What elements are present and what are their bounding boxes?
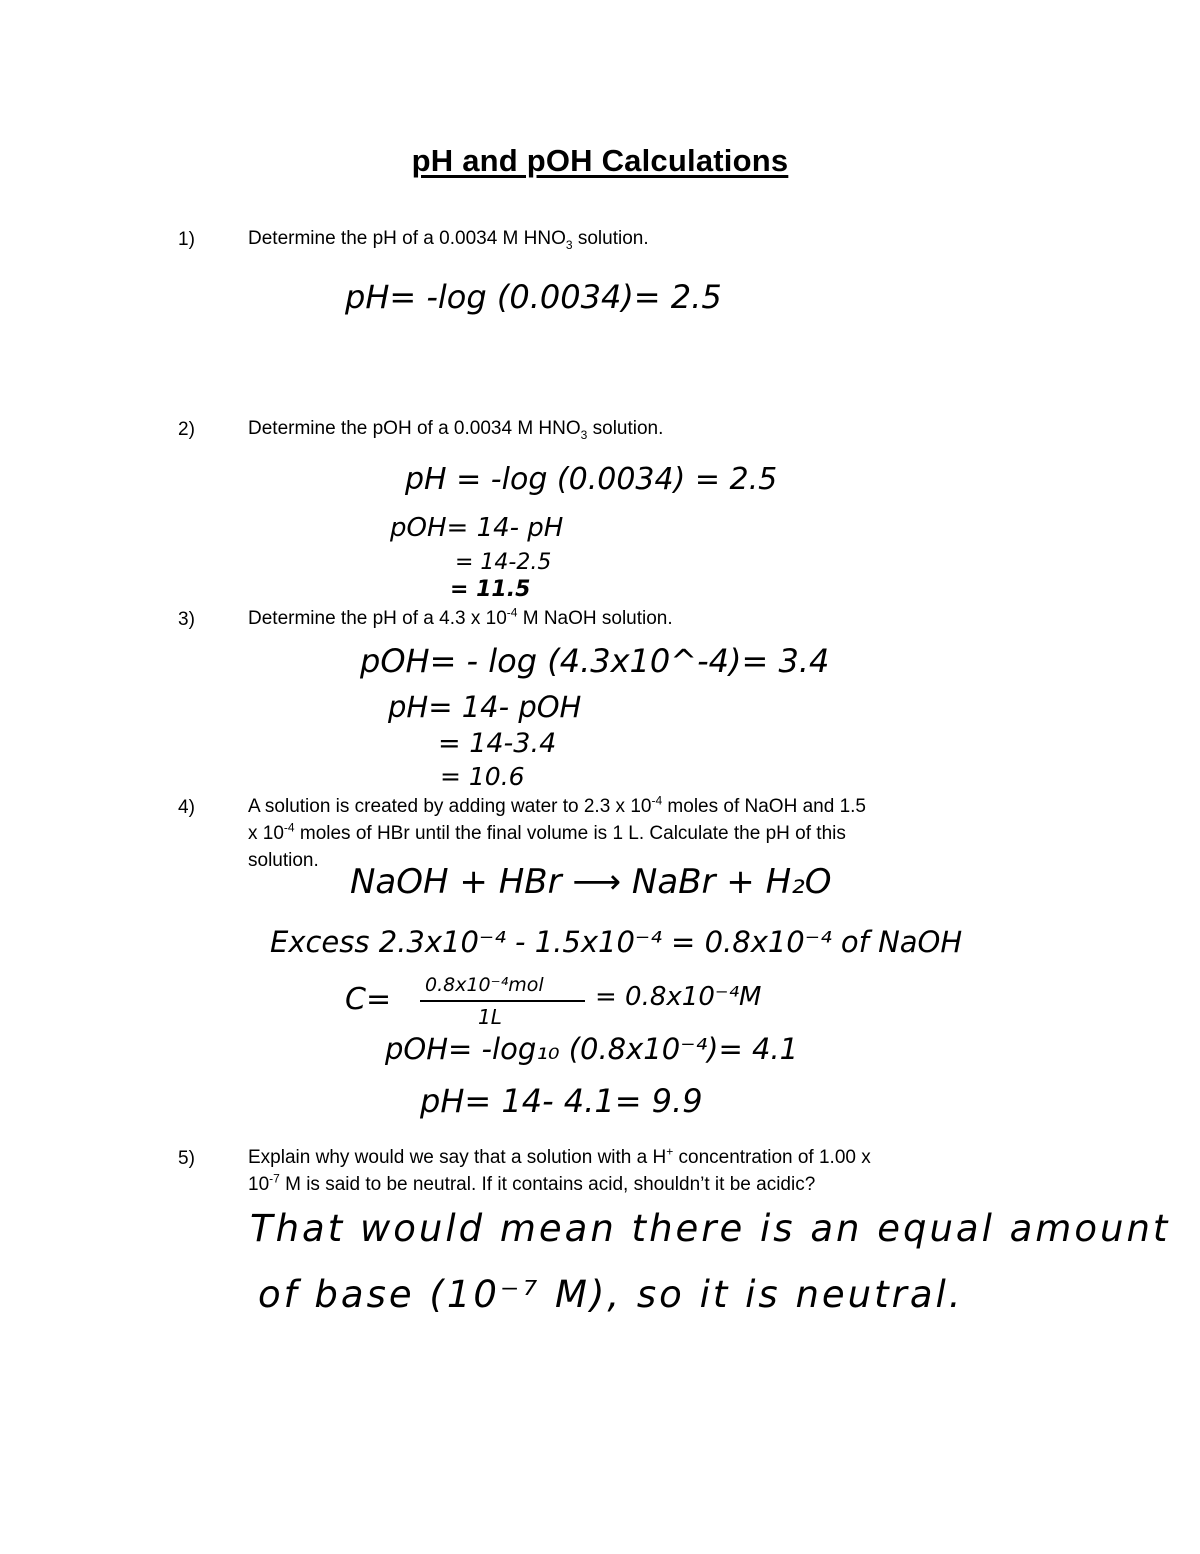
question-2-text: Determine the pOH of a 0.0034 M $HNO_3$ solution. bbox=[248, 418, 664, 442]
answer-2-line-4: = 11.5 bbox=[450, 577, 531, 602]
answer-3-line-4: = 10.6 bbox=[440, 762, 525, 791]
question-3-number: 3) bbox=[178, 609, 195, 630]
question-1-text: Determine the pH of a 0.0034 M $HNO_3$ solution. bbox=[248, 228, 649, 252]
page-title: pH and pOH Calculations bbox=[411, 143, 789, 178]
question-1-number: 1) bbox=[178, 229, 195, 250]
question-4-text: A solution is created by adding water to 2.3 x $10^{-4}$ moles of NaOH and 1.5 x $10^{-4}$ moles of HBr until the final volume is 1 L. Calculate the pH of this solution. bbox=[248, 793, 866, 871]
answer-3-line-1: pOH= - log (4.3x10^-4)= 3.4 bbox=[360, 642, 830, 680]
answer-4-c-denominator: 1L bbox=[478, 1005, 502, 1029]
question-5-number: 5) bbox=[178, 1148, 195, 1169]
question-2-number: 2) bbox=[178, 419, 195, 440]
answer-5-line-2: of base (10⁻⁷ M), so it is neutral. bbox=[258, 1273, 964, 1316]
answer-4-c-numerator: 0.8x10⁻⁴mol bbox=[425, 974, 544, 996]
answer-4-ph: pH= 14- 4.1= 9.9 bbox=[420, 1082, 703, 1120]
answer-2-line-1: pH = -log (0.0034) = 2.5 bbox=[405, 462, 778, 497]
answer-5-line-1: That would mean there is an equal amount bbox=[250, 1207, 1171, 1250]
answer-1-line-1: pH= -log (0.0034)= 2.5 bbox=[345, 278, 722, 316]
answer-3-line-3: = 14-3.4 bbox=[438, 728, 557, 759]
answer-4-poh: pOH= -log₁₀ (0.8x10⁻⁴)= 4.1 bbox=[385, 1032, 799, 1066]
answer-4-c-result: = 0.8x10⁻⁴M bbox=[595, 982, 762, 1012]
answer-2-line-2: pOH= 14- pH bbox=[390, 513, 564, 543]
answer-3-line-2: pH= 14- pOH bbox=[388, 690, 582, 724]
question-5-text: Explain why would we say that a solution with a H+ concentration of 1.00 x $10^{-7}$ M is said to be neutral. If it contains acid, shouldn’t it be acidic? bbox=[248, 1144, 871, 1195]
answer-4-excess: Excess 2.3x10⁻⁴ - 1.5x10⁻⁴ = 0.8x10⁻⁴ of NaOH bbox=[270, 925, 963, 959]
answer-2-line-3: = 14-2.5 bbox=[455, 550, 552, 575]
question-3-text: Determine the pH of a 4.3 x $10^{-4}$ M NaOH solution. bbox=[248, 605, 673, 629]
question-4-number: 4) bbox=[178, 797, 195, 818]
answer-4-equation: NaOH + HBr ⟶ NaBr + H₂O bbox=[350, 862, 832, 902]
answer-4-c-label: C= bbox=[345, 982, 392, 1017]
fraction-bar bbox=[420, 1000, 585, 1002]
